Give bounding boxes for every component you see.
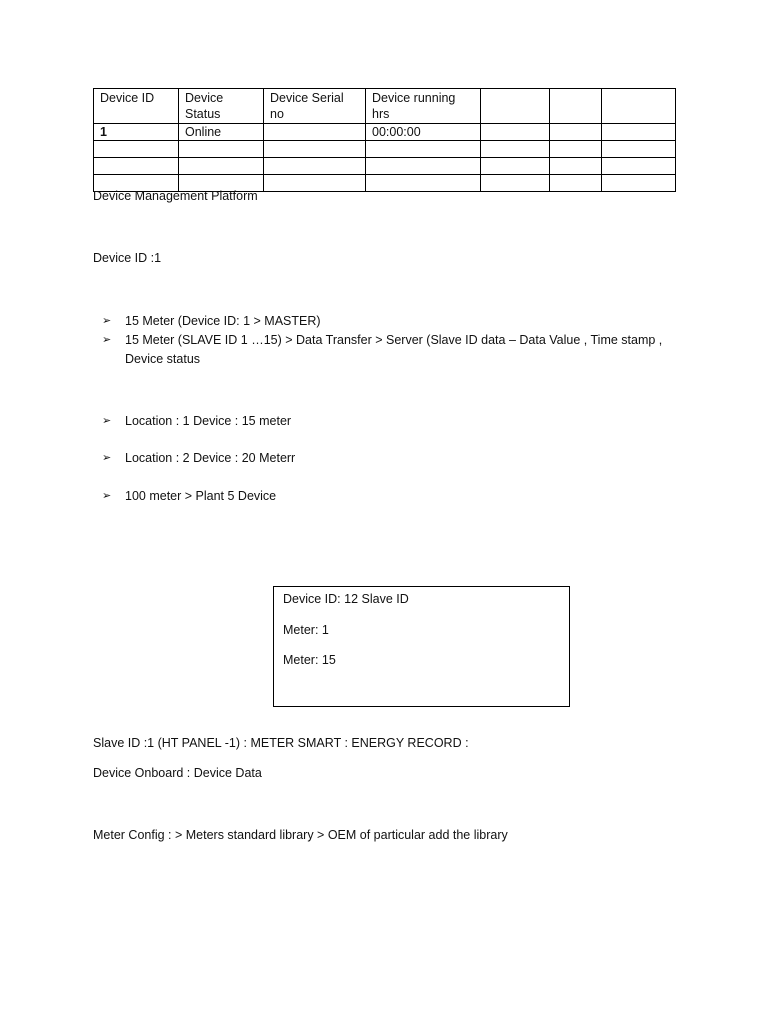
bullet-item: Location : 1 Device : 15 meter [125,414,292,428]
bullet-item: 100 meter > Plant 5 Device [125,489,277,503]
device-id-line: Device ID :1 [93,251,162,265]
header-cell: Device running hrs [366,89,481,124]
box-line: Meter: 15 [283,653,336,667]
arrow-bullet-icon: ➢ [102,334,112,346]
table-cell: 1 [94,124,179,141]
arrow-bullet-icon: ➢ [102,415,112,427]
document-title: Device Management Platform [93,189,258,203]
table-cell [264,158,366,175]
table-row [94,124,676,141]
slave-id-text-box [273,586,570,707]
table-cell [264,175,366,192]
header-cell [602,89,676,124]
table-cell [602,124,676,141]
table-cell [602,141,676,158]
arrow-bullet-icon: ➢ [102,315,112,327]
table-cell [366,175,481,192]
table-cell [264,124,366,141]
bullet-item: 15 Meter (SLAVE ID 1 …15) > Data Transfer > Server (Slave ID data – Data Value , Time stamp , Device status [125,333,663,366]
header-cell: Device Status [179,89,264,124]
table-row [94,158,676,175]
table-cell [264,141,366,158]
table-cell [94,158,179,175]
note-line: Meter Config : > Meters standard library > OEM of particular add the library [93,828,508,842]
note-line: Slave ID :1 (HT PANEL -1) : METER SMART : ENERGY RECORD : [93,736,469,750]
table-cell [602,175,676,192]
table-cell: 00:00:00 [366,124,481,141]
header-cell: Device Serial no [264,89,366,124]
table-row [94,141,676,158]
table-cell [481,175,550,192]
table-cell [94,141,179,158]
table-cell [366,158,481,175]
table-cell [550,158,602,175]
bullet-item: Location : 2 Device : 20 Meterr [125,451,296,465]
table-cell [550,175,602,192]
bullet-item: 15 Meter (Device ID: 1 > MASTER) [125,314,321,328]
arrow-bullet-icon: ➢ [102,452,112,464]
table-cell [481,124,550,141]
table-cell: Online [179,124,264,141]
header-cell: Device ID [94,89,179,124]
arrow-bullet-icon: ➢ [102,490,112,502]
table-cell [366,141,481,158]
table-header-row [94,89,676,124]
device-table [93,88,676,192]
table-cell [179,141,264,158]
header-cell [550,89,602,124]
table-cell [550,124,602,141]
box-line: Device ID: 12 Slave ID [283,592,409,606]
table-cell [481,141,550,158]
table-cell [550,141,602,158]
table-cell [179,158,264,175]
table-cell [481,158,550,175]
note-line: Device Onboard : Device Data [93,766,262,780]
box-line: Meter: 1 [283,623,329,637]
table-cell [602,158,676,175]
header-cell [481,89,550,124]
